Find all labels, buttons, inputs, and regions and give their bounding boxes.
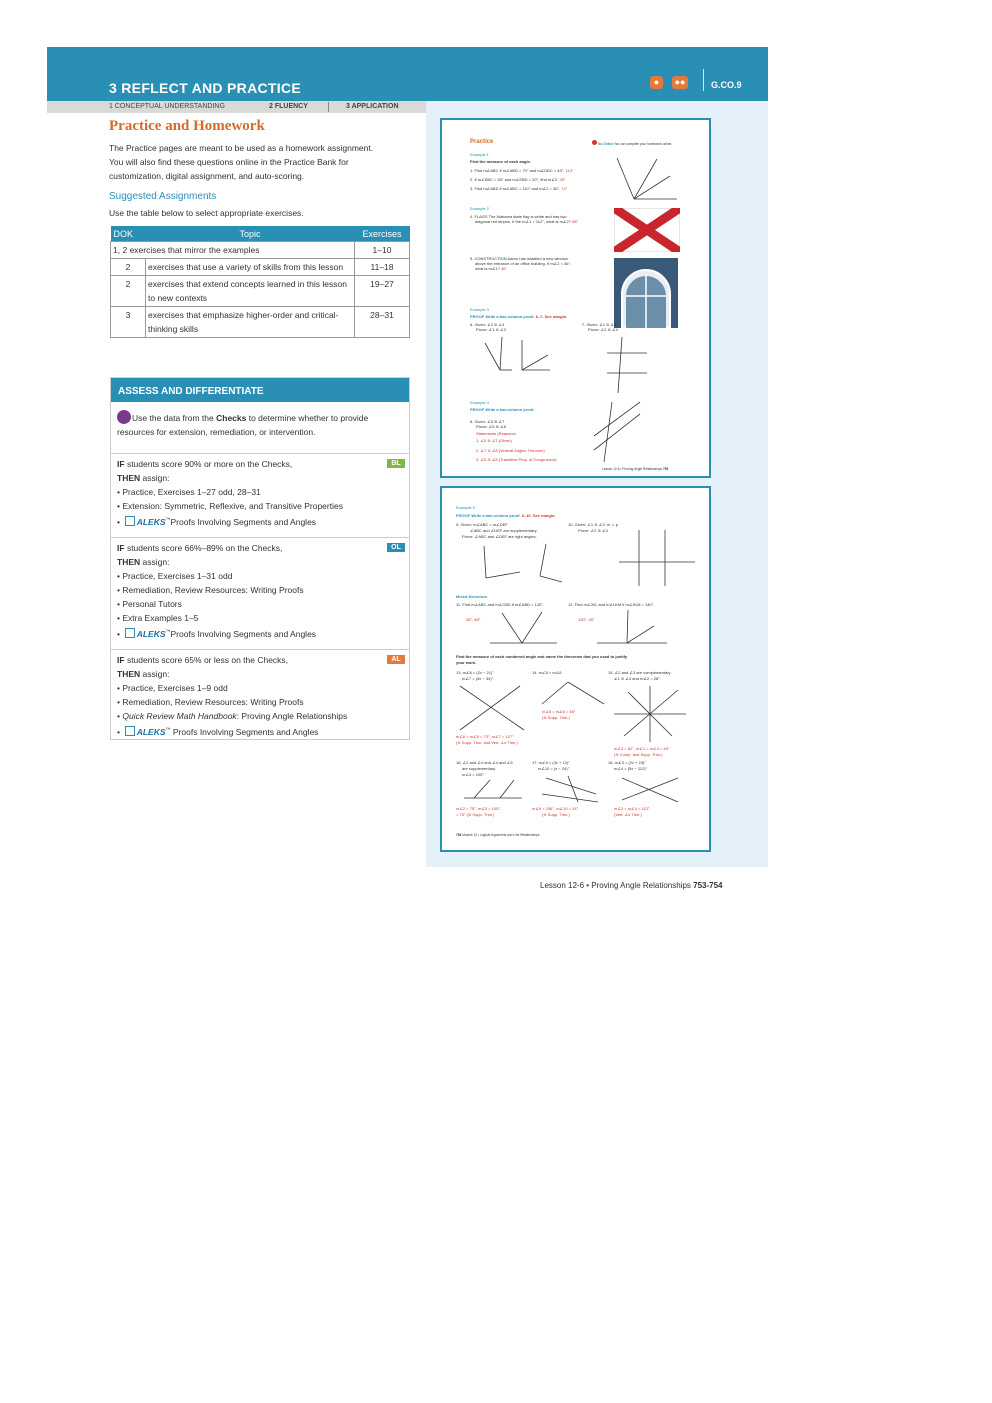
page-title: Practice and Homework	[109, 118, 265, 134]
list-item: • Personal Tutors	[117, 599, 182, 609]
dok-cell: 3	[111, 307, 146, 338]
lesson-phase-strip	[47, 101, 426, 113]
if-text: students score 65% or less on the Checks,	[126, 655, 289, 665]
mixed-exercises-label: Mixed Exercises	[456, 594, 488, 599]
intro-bold: Checks	[216, 413, 247, 423]
dok-cell: 1, 2	[113, 245, 128, 255]
intro-line: customization, digital assignment, and auto-scoring.	[109, 171, 305, 181]
angle-figure-16	[460, 778, 526, 804]
tab-application: 3 APPLICATION	[346, 103, 399, 110]
answer: 68°	[572, 219, 579, 224]
question-4-line-2	[475, 219, 578, 224]
example-3-label: Example 3	[470, 307, 489, 312]
proof-step: 1. ∠5 ≅ ∠7 (Given)	[476, 438, 512, 443]
table-cell	[111, 242, 355, 259]
item-text: Proofs Involving Segments and Angles	[170, 628, 317, 639]
exercises-header: Exercises	[355, 226, 410, 242]
page-footer	[456, 833, 539, 838]
tab-conceptual-understanding: 1 CONCEPTUAL UNDERSTANDING	[109, 103, 225, 110]
angle-figure-12	[592, 608, 672, 648]
list-item: • Extra Examples 1–5	[117, 613, 199, 623]
list-item: • ALEKS™Proofs Involving Segments and Angles	[117, 628, 317, 639]
list-item: • Quick Review Math Handbook: Proving Angle Relationships	[117, 711, 348, 721]
item-text: Remediation, Review Resources: Writing Proofs	[122, 585, 304, 595]
crossing-lines-figure-18	[618, 772, 682, 806]
exercises-cell: 19–27	[355, 276, 410, 307]
exercises-cell: 28–31	[355, 307, 410, 338]
aleks-icon	[125, 628, 135, 638]
answer-14-b: (≅ Supp. Thm.)	[542, 715, 570, 720]
question-8-prove: Prove: ∠5 ≅ ∠8	[476, 424, 506, 429]
angle-figure-6	[480, 335, 560, 375]
question-9-given-2: ∠ABC and ∠DEF are supplementary.	[470, 528, 538, 533]
answer-16-a: m∠2 = 75°, m∠3 = 105°,	[456, 806, 502, 811]
question-18-b: m∠4 = (5x − 112)°	[614, 766, 648, 771]
answer-18-b: (Vert. ∠s Thm.)	[614, 812, 642, 817]
angle-figure-9	[472, 540, 562, 585]
intersecting-lines-figure-8	[592, 400, 642, 464]
question-4-line-1: 4. FLAGS The Alabama state flag is white and has two	[470, 214, 567, 219]
question-8-given: 8. Given: ∠5 ≅ ∠7	[470, 419, 505, 424]
question-9-prove: Prove: ∠ABC and ∠DEF are right angles.	[462, 534, 537, 539]
then-label: THEN	[117, 669, 141, 679]
bl-badge: BL	[387, 459, 405, 468]
then-text: assign:	[142, 473, 170, 483]
question-9-given: 9. Given: m∠ABC = m∠DEF	[456, 522, 508, 527]
question-15-b: ∠1 ≅ ∠4 and m∠2 = 28°.	[614, 676, 661, 681]
intro-line: The Practice pages are meant to be used as a homework assignment.	[109, 143, 374, 153]
data-chart-icon	[117, 410, 131, 424]
answer-16-b: = 75° (≅ Supp. Thm.)	[456, 812, 495, 817]
answer-17-a: m∠9 = 156°, m∠10 = 24°	[532, 806, 579, 811]
answer-13-b: (≅ Supp. Thm. and Vert. ∠s Thm.)	[456, 740, 518, 745]
divider	[328, 102, 329, 112]
practice-label: Practice	[470, 139, 494, 145]
table-row	[111, 307, 410, 338]
section-banner	[47, 47, 768, 101]
then-text: assign:	[142, 669, 170, 679]
answer: 74°	[561, 186, 568, 191]
go-online-note	[592, 140, 672, 147]
alabama-flag-image	[614, 208, 680, 252]
aleks-icon	[125, 726, 135, 736]
student-page-753	[440, 118, 711, 478]
ol-block	[111, 537, 409, 645]
intro-text: to determine whether to provide	[246, 413, 369, 423]
answer-12: 100°; 40°	[578, 617, 595, 622]
intersecting-lines-figure-7	[602, 335, 652, 395]
proof-instruction: PROOF Write a two-column proof.	[470, 407, 535, 412]
then-label: THEN	[117, 557, 141, 567]
question-18-a: 18. m∠3 = (2x + 23)°	[608, 760, 646, 765]
question-text: 3. Find m∠ABD if m∠ABC = 110° and m∠2 = 36°.	[470, 186, 561, 191]
aleks-name: ALEKS	[136, 628, 166, 639]
footer-text: Lesson 12-6 • Proving Angle Relationships	[602, 467, 663, 471]
aleks-name: ALEKS	[136, 726, 166, 737]
list-item: • Practice, Exercises 1–31 odd	[117, 571, 233, 581]
intro-line: You will also find these questions online in the Practice Bank for	[109, 157, 349, 167]
intro-paragraph	[109, 141, 404, 183]
find-instruction-line-1: Find the measure of each numbered angle and name the theorems that you used to justify	[456, 654, 628, 659]
answer: 9–10. See margin.	[521, 513, 556, 518]
standard-code: G.CO.9	[711, 80, 742, 90]
tab-fluency: 2 FLUENCY	[269, 103, 308, 110]
dok-table	[110, 226, 410, 338]
question-text: what is m∠1?	[475, 266, 500, 271]
exercises-cell: 1–10	[355, 242, 410, 259]
question-16-a: 16. ∠2 and ∠4 and ∠4 and ∠5	[456, 760, 513, 765]
topic-cell: exercises that extend concepts learned in this lesson to new contexts	[146, 276, 355, 307]
item-text: Practice, Exercises 1–31 odd	[122, 571, 233, 581]
dok-cell: 2	[111, 259, 146, 276]
angle-figure-1	[612, 154, 682, 204]
item-text: Practice, Exercises 1–27 odd, 28–31	[122, 487, 261, 497]
go-online-text: You can complete your homework online.	[613, 142, 673, 146]
student-page-754	[440, 486, 711, 852]
question-12: 12. Find m∠JKL and m∠LKM if m∠JKM = 140°.	[568, 602, 655, 607]
proof-instruction	[470, 314, 567, 319]
proof-step: Statements (Reasons)	[476, 431, 516, 436]
dok-header: DOK	[111, 226, 146, 242]
section-title: 3 REFLECT AND PRACTICE	[109, 80, 301, 96]
answer: 6–7. See margin.	[535, 314, 568, 319]
window-photo	[614, 258, 678, 328]
item-text: : Proving Angle Relationships	[236, 711, 348, 721]
question-6-prove: Prove: ∠1 ≅ ∠3	[476, 327, 506, 332]
question-15-a: 15. ∠2 and ∠3 are complementary.	[608, 670, 672, 675]
assess-differentiate-box	[110, 377, 410, 740]
list-item: • Practice, Exercises 1–27 odd, 28–31	[117, 487, 261, 497]
group-icon: ●●	[672, 76, 688, 89]
example-4-label: Example 4	[470, 400, 489, 405]
footer-text: Module 12 • Logical Arguments and Line Relationships	[462, 833, 540, 837]
question-5-line-2: above the entrance of an office building. If m∠2 = 46°,	[475, 261, 572, 266]
question-3	[470, 186, 567, 191]
proof-step: 3. ∠5 ≅ ∠8 (Transitive Prop. of Congruence)	[476, 457, 557, 462]
question-1	[470, 168, 574, 173]
table-row	[111, 276, 410, 307]
example-5-label: Example 5	[456, 505, 475, 510]
answer-15-b: (≅ Comp. and Supp. Thm.)	[614, 752, 663, 757]
if-text: students score 66%–89% on the Checks,	[126, 543, 283, 553]
list-item: • Extension: Symmetric, Reflexive, and Transitive Properties	[117, 501, 343, 511]
then-text: assign:	[142, 557, 170, 567]
question-5-line-1: 5. CONSTRUCTION Aaron has installed a new window	[470, 256, 568, 261]
table-row	[111, 259, 410, 276]
suggested-assignments-heading: Suggested Assignments	[109, 191, 217, 202]
handbook-title: Quick Review Math Handbook	[122, 711, 237, 721]
assess-intro	[111, 410, 409, 439]
al-block	[111, 649, 409, 739]
intro-text: resources for extension, remediation, or intervention.	[117, 427, 316, 437]
perpendicular-lines-figure-10	[617, 528, 697, 588]
proof-text: PROOF Write a two-column proof.	[456, 513, 521, 518]
if-label: IF	[117, 543, 125, 553]
topic-header: Topic	[146, 226, 355, 242]
divider	[703, 69, 704, 91]
question-6-given: 6. Given: ∠2 ≅ ∠4	[470, 322, 505, 327]
item-text: Practice, Exercises 1–9 odd	[122, 683, 228, 693]
question-16-b: are supplementary.	[462, 766, 496, 771]
answer: 35°	[559, 177, 566, 182]
question-13-b: m∠7 = (3x − 34)°	[462, 676, 494, 681]
item-text: Extra Examples 1–5	[122, 613, 199, 623]
proof-text: PROOF Write a two-column proof.	[470, 314, 535, 319]
intro-text: Use the data from the	[132, 413, 217, 423]
topic-cell: exercises that mirror the examples	[129, 245, 260, 255]
page-number: 754	[456, 833, 462, 837]
angle-figure-14	[538, 678, 608, 708]
item-text: Extension: Symmetric, Reflexive, and Transitive Properties	[122, 501, 343, 511]
aleks-icon	[125, 516, 135, 526]
table-instructions: Use the table below to select appropriate exercises.	[109, 208, 304, 218]
question-13-a: 13. m∠6 = (2x − 21)°	[456, 670, 494, 675]
page-number: 753	[663, 467, 669, 471]
example-1-label: Example 1	[470, 152, 489, 157]
answer-17-b: (≅ Supp. Thm.)	[542, 812, 570, 817]
page-footer	[540, 881, 723, 890]
aleks-name: ALEKS	[136, 516, 166, 527]
crossing-lines-figure-15	[610, 684, 690, 744]
assess-title: ASSESS AND DIFFERENTIATE	[111, 378, 409, 402]
answer-18-a: m∠3 = m∠4 = 113°	[614, 806, 650, 811]
question-16-c: m∠4 = 105°	[462, 772, 484, 777]
list-item: • ALEKS™Proofs Involving Segments and Angles	[117, 516, 317, 527]
page-footer	[602, 467, 668, 472]
answer-13-a: m∠6 = m∠8 = 73°, m∠7 = 107°	[456, 734, 514, 739]
question-7-prove: Prove: ∠2 ≅ ∠4	[588, 327, 618, 332]
if-text: students score 90% or more on the Checks,	[126, 459, 293, 469]
find-instruction: Find the measure of each angle.	[470, 159, 531, 164]
question-text: diagonal red stripes. If the m∠1 = 112°, what is m∠2?	[475, 219, 571, 224]
footer-text: Lesson 12-6 • Proving Angle Relationships	[540, 881, 691, 890]
ol-badge: OL	[387, 543, 405, 552]
list-item: • Remediation, Review Resources: Writing Proofs	[117, 697, 304, 707]
crossing-lines-figure-13	[456, 680, 528, 732]
item-text: Remediation, Review Resources: Writing Proofs	[122, 697, 304, 707]
footer-page-range: 753-754	[693, 881, 723, 890]
answer-11: 38°; 88°	[466, 617, 481, 622]
list-item: • ALEKS™ Proofs Involving Segments and Angles	[117, 726, 319, 737]
question-text: 2. If m∠EBC = 55° and m∠EBD = 20°, find m∠2.	[470, 177, 559, 182]
question-2	[470, 177, 565, 182]
question-5-line-3	[475, 266, 507, 271]
question-17-a: 17. m∠9 = (3x + 12)°	[532, 760, 570, 765]
list-item: • Practice, Exercises 1–9 odd	[117, 683, 228, 693]
go-online-label: Go Online	[597, 142, 614, 146]
question-10-prove: Prove: ∠2 ≅ ∠3	[578, 528, 608, 533]
question-text: 1. Find m∠ABC if m∠ABD = 70° and m∠DBC = 43°.	[470, 168, 565, 173]
if-label: IF	[117, 655, 125, 665]
question-14: 14. m∠5 = m∠6	[532, 670, 562, 675]
question-17-b: m∠10 = (x − 24)°	[538, 766, 570, 771]
question-11: 11. Find m∠ABC and m∠CBD if m∠ABD = 120°.	[456, 602, 544, 607]
crossing-lines-figure-17	[538, 774, 602, 804]
item-text: Personal Tutors	[122, 599, 182, 609]
answer-14-a: m∠5 = m∠6 = 45°	[542, 709, 576, 714]
topic-cell: exercises that use a variety of skills from this lesson	[146, 259, 355, 276]
example-2-label: Example 2	[470, 206, 489, 211]
list-item: • Remediation, Review Resources: Writing Proofs	[117, 585, 304, 595]
answer-15-a: m∠3 = 62°, m∠1 = m∠4 = 45°	[614, 746, 670, 751]
proof-instruction	[456, 513, 556, 518]
exercises-cell: 11–18	[355, 259, 410, 276]
answer: 113°	[565, 168, 574, 173]
bl-block	[111, 453, 409, 533]
if-label: IF	[117, 459, 125, 469]
item-text: Proofs Involving Segments and Angles	[170, 516, 317, 527]
item-text: Proofs Involving Segments and Angles	[172, 726, 319, 737]
question-7-given: 7. Given: ∠1 ≅ ∠3	[582, 322, 617, 327]
table-row	[111, 242, 410, 259]
dok-cell: 2	[111, 276, 146, 307]
answer: 46°	[501, 266, 508, 271]
proof-step: 2. ∠7 ≅ ∠8 (Vertical Angles Theorem)	[476, 448, 545, 453]
go-online-icon	[592, 140, 597, 145]
then-label: THEN	[117, 473, 141, 483]
al-badge: AL	[387, 655, 405, 664]
individual-icon: ●	[650, 76, 663, 89]
question-10-given: 10. Given: ∠1 ≅ ∠2; m ⊥ p	[568, 522, 619, 527]
find-instruction-line-2: your work.	[456, 660, 477, 665]
angle-figure-11	[482, 608, 562, 648]
topic-cell: exercises that emphasize higher-order and critical-thinking skills	[146, 307, 355, 338]
